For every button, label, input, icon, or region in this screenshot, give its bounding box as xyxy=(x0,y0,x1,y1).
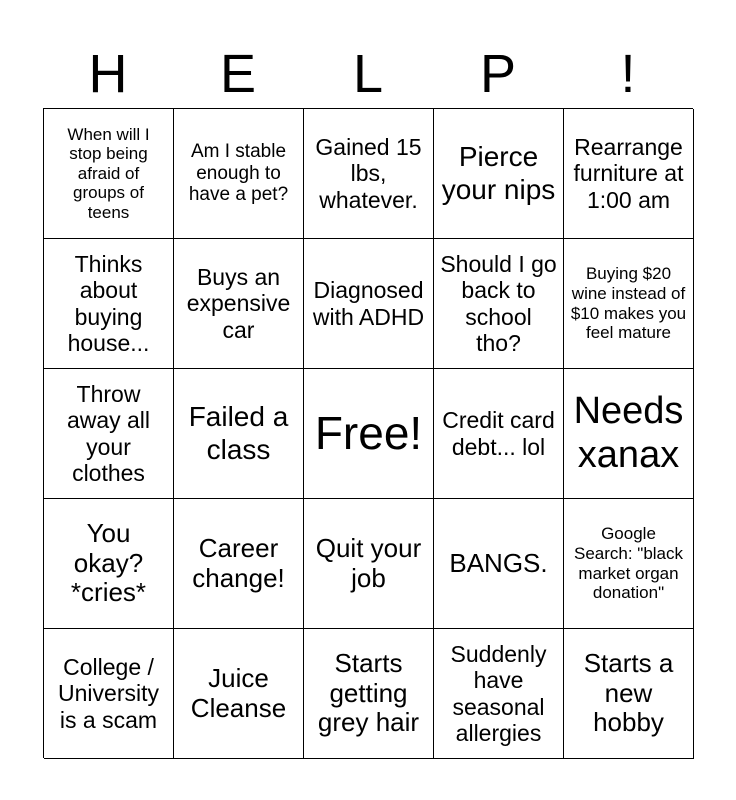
bingo-cell[interactable]: Buys an expensive car xyxy=(174,239,304,369)
bingo-cell[interactable]: You okay? *cries* xyxy=(44,499,174,629)
bingo-title xyxy=(43,40,693,108)
bingo-cell[interactable]: College / University is a scam xyxy=(44,629,174,759)
bingo-cell[interactable]: Gained 15 lbs, whatever. xyxy=(304,109,434,239)
bingo-cell[interactable]: Starts a new hobby xyxy=(564,629,694,759)
bingo-cell[interactable]: Failed a class xyxy=(174,369,304,499)
bingo-cell[interactable]: Throw away all your clothes xyxy=(44,369,174,499)
bingo-cell[interactable]: Am I stable enough to have a pet? xyxy=(174,109,304,239)
bingo-cell[interactable]: Should I go back to school tho? xyxy=(434,239,564,369)
title-letter-exclaim: ! xyxy=(620,44,636,104)
bingo-cell[interactable]: Buying $20 wine instead of $10 makes you feel mature xyxy=(564,239,694,369)
bingo-board xyxy=(43,108,693,758)
title-letter-h: H xyxy=(88,44,128,104)
bingo-cell[interactable]: Needs xanax xyxy=(564,369,694,499)
bingo-cell[interactable]: Starts getting grey hair xyxy=(304,629,434,759)
bingo-cell[interactable]: Credit card debt... lol xyxy=(434,369,564,499)
bingo-free-cell[interactable]: Free! xyxy=(304,369,434,499)
bingo-cell[interactable]: Google Search: "black market organ donation" xyxy=(564,499,694,629)
bingo-cell[interactable]: Juice Cleanse xyxy=(174,629,304,759)
bingo-cell[interactable]: Career change! xyxy=(174,499,304,629)
title-letter-l: L xyxy=(352,44,384,104)
bingo-cell[interactable]: Suddenly have seasonal allergies xyxy=(434,629,564,759)
title-letter-e: E xyxy=(219,44,257,104)
bingo-cell[interactable]: Rearrange furniture at 1:00 am xyxy=(564,109,694,239)
bingo-cell[interactable]: BANGS. xyxy=(434,499,564,629)
title-letter-p: P xyxy=(479,44,517,104)
bingo-cell[interactable]: Diagnosed with ADHD xyxy=(304,239,434,369)
bingo-cell[interactable]: Pierce your nips xyxy=(434,109,564,239)
bingo-cell[interactable]: Quit your job xyxy=(304,499,434,629)
bingo-cell[interactable]: Thinks about buying house... xyxy=(44,239,174,369)
bingo-cell[interactable]: When will I stop being afraid of groups of teens xyxy=(44,109,174,239)
